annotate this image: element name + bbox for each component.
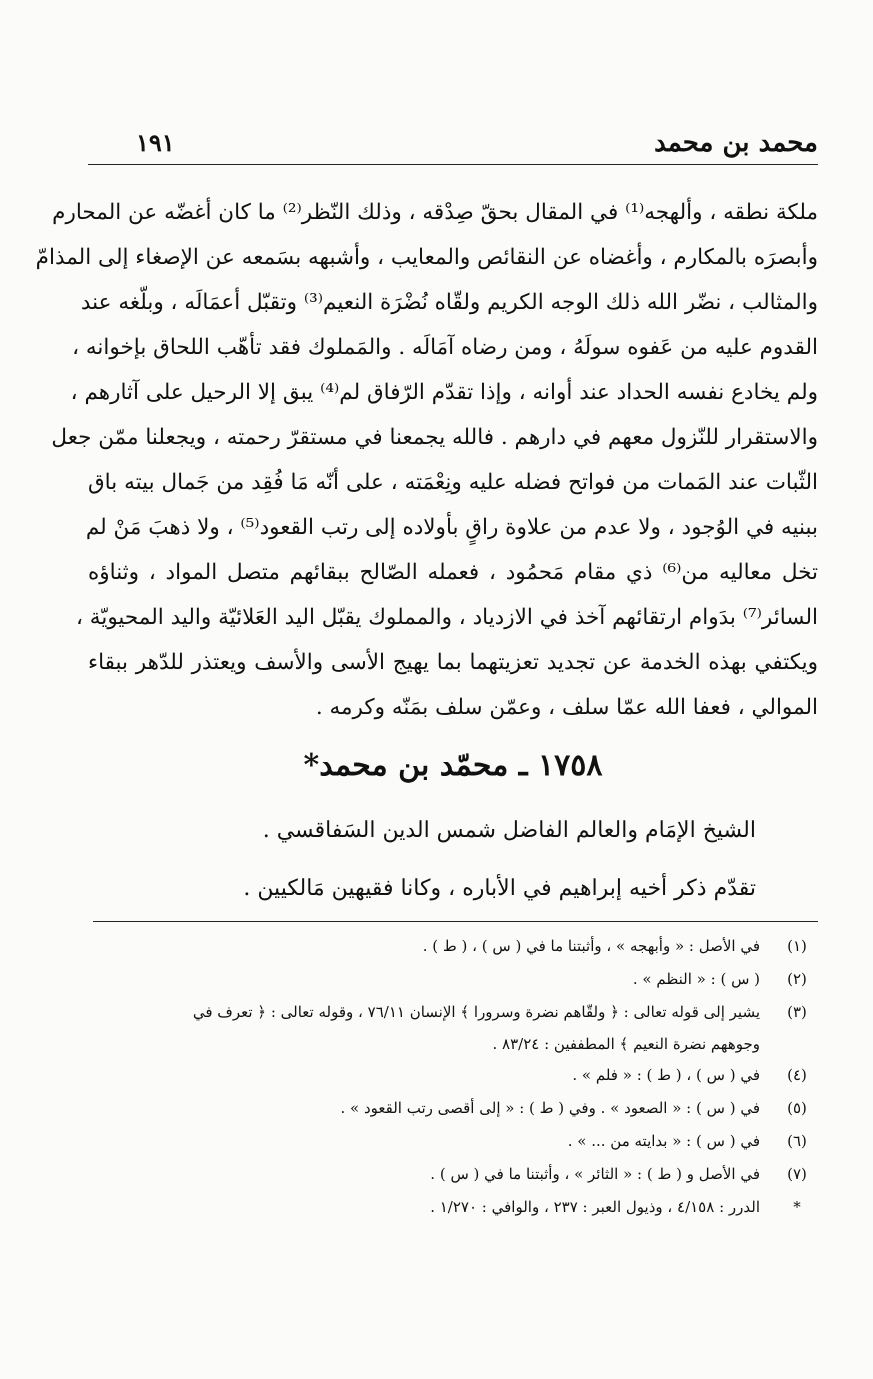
footnote <box>70 1191 820 1224</box>
body-text <box>35 190 818 730</box>
footnote <box>70 1059 820 1092</box>
footnote-text: في الأصل و ( ط ) : « الثائر » ، وأثبتنا ما في ( س ) . <box>430 1165 760 1183</box>
footnote <box>70 996 820 1059</box>
footnotes <box>70 930 820 1224</box>
body-line: ولم يخادع نفسه الحداد عند أوانه ، وإذا تقدّم الرّفاق لم⁽⁴⁾ يبق إلا الرحيل على آثارهم ، <box>70 380 818 405</box>
body-line: الثّبات عند المَمات من فواتح فضله عليه ونِعْمَته ، على أنّه مَا فُقِد من جَمال بيته باق <box>88 470 818 495</box>
body-line: والاستقرار للنّزول معهم في دارهم . فالله يجمعنا في مستقرّ رحمته ، ويجعلنا ممّن جعل <box>51 425 818 450</box>
footnote-text: في ( س ) : « الصعود » . وفي ( ط ) : « إلى أقصى رتب القعود » . <box>340 1099 760 1117</box>
footnote-text: ( س ) : « النظم » . <box>632 970 760 988</box>
body-line: الموالي ، فعفا الله عمّا سلف ، وعمّن سلف بمَنّه وكرمه . <box>315 695 818 720</box>
body-line: وأبصرَه بالمكارم ، وأغضاه عن النقائص والمعايب ، وأشبهه بسَمعه عن الإصغاء إلى المذامّ <box>35 245 818 270</box>
footnote-text: في الأصل : « وأبهجه » ، وأثبتنا ما في ( س ) ، ( ط ) . <box>422 937 760 955</box>
body-line: ملكة نطقه ، وألهجه⁽¹⁾ في المقال بحقّ صِدْقه ، وذلك النّظر⁽²⁾ ما كان أغضّه عن المحارم <box>52 200 818 225</box>
header-rule <box>88 164 818 165</box>
footnote <box>70 1158 820 1191</box>
footnote-number: (٢) <box>787 970 807 988</box>
entry-bio-text: تقدّم ذكر أخيه إبراهيم في الأباره ، وكانا فقيهين مَالكيين . <box>243 876 756 901</box>
footnote-number: (١) <box>787 937 807 955</box>
body-line: القدوم عليه من عَفوه سولَهُ ، ومن رضاه آمَالَه . والمَملوك فقد تأهّب اللحاق بإخوانه ، <box>72 335 818 360</box>
footnote-number: * <box>793 1198 801 1216</box>
footnote-text: في ( س ) : « بدايته من ... » . <box>567 1132 760 1150</box>
footnote-number: (٣) <box>787 1003 807 1021</box>
body-line: ببنيه في الوُجود ، ولا عدم من علاوة راقٍ بأولاده إلى رتب القعود⁽⁵⁾ ، ولا ذهبَ مَنْ لم <box>85 515 818 540</box>
entry-bio-line <box>88 876 818 901</box>
footnote-number: (٥) <box>787 1099 807 1117</box>
footnote <box>70 1092 820 1125</box>
footnote-text: الدرر : ٤/١٥٨ ، وذيول العبر : ٢٣٧ ، والوافي : ١/٢٧٠ . <box>430 1198 760 1216</box>
footnote-number: (٧) <box>787 1165 807 1183</box>
entry-bio-line <box>88 818 818 843</box>
running-head <box>88 128 818 162</box>
footnote-continuation: وجوههم نضرة النعيم ﴾ المطففين : ٨٣/٢٤ . <box>492 1035 760 1053</box>
body-line: تخل معاليه من⁽⁶⁾ ذي مقام مَحمُود ، فعمله الصّالح ببقائهم متصل المواد ، وثناؤه <box>88 560 818 585</box>
footnote <box>70 963 820 996</box>
entry-bio-text: الشيخ الإمَام والعالم الفاضل شمس الدين السَفاقسي . <box>262 818 756 843</box>
body-line: والمثالب ، نضّر الله ذلك الوجه الكريم ولقّاه نُضْرَة النعيم⁽³⁾ وتقبّل أعمَالَه ، وبلّغه عند <box>80 290 818 315</box>
footnote-number: (٤) <box>787 1066 807 1084</box>
entry-heading: ١٧٥٨ ـ محمّد بن محمد* <box>303 748 603 783</box>
footnote-text: يشير إلى قوله تعالى : ﴿ ولقّاهم نضرة وسرورا ﴾ الإنسان ٧٦/١١ ، وقوله تعالى : ﴿ تعرف في <box>192 1003 760 1021</box>
running-head-title: محمد بن محمد <box>654 128 818 158</box>
footnote <box>70 1125 820 1158</box>
footnote-rule <box>93 921 818 922</box>
body-line: السائر⁽⁷⁾ بدَوام ارتقائهم آخذ في الازدياد ، والمملوك يقبّل اليد العَلائيّة واليد المحيويّة ، <box>76 605 818 630</box>
footnote <box>70 930 820 963</box>
footnote-number: (٦) <box>787 1132 807 1150</box>
page-number: ١٩١ <box>136 128 175 157</box>
footnote-text: في ( س ) ، ( ط ) : « فلم » . <box>572 1066 760 1084</box>
body-line: ويكتفي بهذه الخدمة عن تجديد تعزيتهما بما يهيج الأسى والأسف ويعتذر للدّهر ببقاء <box>88 650 818 675</box>
